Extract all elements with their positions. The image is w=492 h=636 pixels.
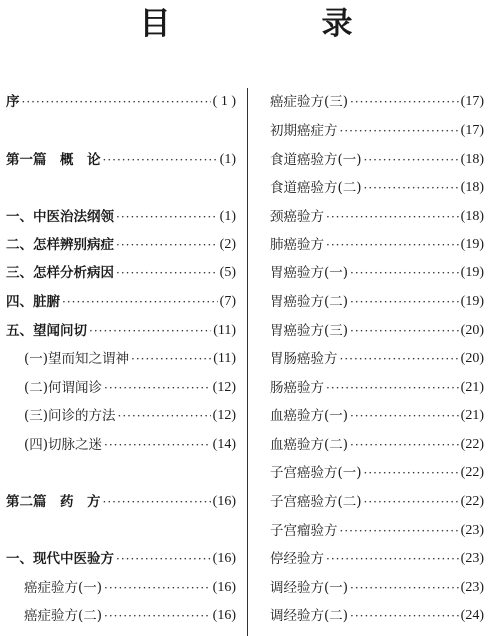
leader-dots	[89, 320, 211, 342]
toc-subentry[interactable]	[270, 605, 484, 627]
leader-dots	[326, 234, 459, 256]
toc-entry-page: (22)	[460, 437, 484, 452]
toc-entry-label: 五、望闻问切	[6, 323, 87, 339]
toc-subentry[interactable]	[270, 320, 484, 342]
leader-dots	[326, 377, 459, 399]
toc-entry-label: 序	[6, 94, 20, 110]
toc-entry-label: 四、脏腑	[6, 294, 60, 310]
toc-entry-part-2[interactable]	[6, 491, 236, 513]
leader-dots	[104, 605, 211, 627]
toc-entry-label: 子宫瘤验方	[270, 523, 338, 539]
toc-entry-label: 子宫癌验方(一)	[270, 465, 362, 481]
toc-entry-label: 食道癌验方(一)	[270, 152, 362, 168]
leader-dots	[350, 262, 459, 284]
leader-dots	[103, 491, 211, 513]
toc-entry-label: (三)问诊的方法	[24, 408, 116, 424]
leader-dots	[340, 120, 459, 142]
toc-entry-page: (23)	[460, 580, 484, 595]
toc-subentry[interactable]	[270, 577, 484, 599]
leader-dots	[326, 548, 459, 570]
toc-subentry[interactable]	[270, 491, 484, 513]
toc-entry-label: 癌症验方(一)	[24, 580, 103, 596]
toc-entry-label: 胃癌验方(三)	[270, 323, 349, 339]
leader-dots	[116, 262, 218, 284]
toc-entry-page: (21)	[460, 408, 484, 423]
leader-dots	[350, 405, 459, 427]
toc-subentry[interactable]	[270, 149, 484, 171]
toc-subentry[interactable]	[270, 405, 484, 427]
toc-entry-page: (17)	[460, 94, 484, 109]
toc-entry-page: (14)	[212, 437, 236, 452]
leader-dots	[350, 291, 459, 313]
toc-subentry[interactable]	[270, 548, 484, 570]
toc-entry-label: 颈癌验方	[270, 209, 324, 225]
leader-dots	[116, 548, 211, 570]
toc-entry-page: (7)	[219, 294, 236, 309]
toc-entry-page: (20)	[460, 351, 484, 366]
leader-dots	[116, 206, 218, 228]
toc-entry-label: 调经验方(二)	[270, 608, 349, 624]
toc-entry-label: 食道癌验方(二)	[270, 180, 362, 196]
leader-dots	[118, 405, 211, 427]
leader-dots	[364, 177, 459, 199]
toc-entry-label: 血癌验方(一)	[270, 408, 349, 424]
toc-entry-page: (16)	[212, 608, 236, 623]
toc-subentry[interactable]	[270, 91, 484, 113]
toc-subentry[interactable]	[270, 291, 484, 313]
toc-entry-page: (1)	[219, 209, 236, 224]
toc-entry-page: ( 1 )	[212, 94, 236, 109]
toc-subentry[interactable]	[24, 377, 236, 399]
leader-dots	[131, 348, 211, 370]
leader-dots	[364, 491, 459, 513]
toc-entry-label: (一)望而知之谓神	[24, 351, 130, 367]
leader-dots	[364, 149, 459, 171]
toc-subentry[interactable]	[270, 377, 484, 399]
toc-subentry[interactable]	[270, 262, 484, 284]
toc-entry[interactable]	[6, 291, 236, 313]
leader-dots	[116, 234, 218, 256]
toc-entry-page: (21)	[460, 380, 484, 395]
leader-dots	[22, 91, 211, 113]
leader-dots	[104, 377, 211, 399]
leader-dots	[350, 577, 459, 599]
toc-entry-label: 二、怎样辨别病症	[6, 237, 114, 253]
leader-dots	[350, 320, 459, 342]
toc-entry[interactable]	[6, 548, 236, 570]
toc-entry-page: (23)	[460, 523, 484, 538]
toc-entry-page: (11)	[213, 351, 236, 366]
leader-dots	[62, 291, 218, 313]
toc-entry-label: 肺癌验方	[270, 237, 324, 253]
page-title: 目 录	[139, 6, 413, 42]
toc-entry-label: 癌症验方(二)	[24, 608, 103, 624]
leader-dots	[104, 434, 211, 456]
toc-entry-page: (16)	[212, 494, 236, 509]
toc-entry-label: 一、中医治法纲领	[6, 209, 114, 225]
toc-entry-label: 第二篇 药 方	[6, 494, 101, 510]
toc-subentry[interactable]	[270, 120, 484, 142]
toc-entry-label: 停经验方	[270, 551, 324, 567]
toc-subentry[interactable]	[270, 434, 484, 456]
toc-subentry[interactable]	[24, 405, 236, 427]
toc-entry-page: (18)	[460, 209, 484, 224]
toc-entry-page: (12)	[212, 380, 236, 395]
toc-entry-label: 肠癌验方	[270, 380, 324, 396]
leader-dots	[104, 577, 211, 599]
toc-entry-label: 胃癌验方(一)	[270, 265, 349, 281]
toc-entry-label: 调经验方(一)	[270, 580, 349, 596]
toc-entry-label: 血癌验方(二)	[270, 437, 349, 453]
toc-entry-label: (二)何谓闻诊	[24, 380, 103, 396]
toc-entry-label: 胃肠癌验方	[270, 351, 338, 367]
toc-entry-page: (5)	[219, 265, 236, 280]
toc-entry-page: (16)	[212, 551, 236, 566]
toc-entry-page: (12)	[212, 408, 236, 423]
toc-entry-label: (四)切脉之迷	[24, 437, 103, 453]
toc-entry-page: (23)	[460, 551, 484, 566]
toc-entry-page: (11)	[213, 323, 236, 338]
toc-entry-part-1[interactable]	[6, 149, 236, 171]
column-divider	[247, 88, 248, 636]
toc-subentry[interactable]	[270, 177, 484, 199]
toc-entry[interactable]	[6, 320, 236, 342]
toc-entry-page: (20)	[460, 323, 484, 338]
toc-entry-page: (22)	[460, 465, 484, 480]
toc-subentry[interactable]	[270, 234, 484, 256]
toc-subentry[interactable]	[270, 520, 484, 542]
toc-entry-label: 第一篇 概 论	[6, 152, 101, 168]
toc-entry-page: (22)	[460, 494, 484, 509]
toc-entry-page: (19)	[460, 237, 484, 252]
toc-subentry[interactable]	[24, 605, 236, 627]
toc-subentry[interactable]	[24, 348, 236, 370]
leader-dots	[326, 206, 459, 228]
toc-entry-label: 三、怎样分析病因	[6, 265, 114, 281]
toc-subentry[interactable]	[270, 462, 484, 484]
leader-dots	[364, 462, 459, 484]
toc-entry-page: (1)	[219, 152, 236, 167]
toc-entry-preface[interactable]	[6, 91, 236, 113]
toc-entry-page: (18)	[460, 152, 484, 167]
toc-subentry[interactable]	[270, 206, 484, 228]
toc-entry-page: (2)	[219, 237, 236, 252]
toc-subentry[interactable]	[24, 577, 236, 599]
toc-entry-page: (19)	[460, 265, 484, 280]
leader-dots	[350, 91, 459, 113]
toc-subentry[interactable]	[270, 348, 484, 370]
toc-entry-page: (16)	[212, 580, 236, 595]
leader-dots	[340, 348, 459, 370]
toc-entry-label: 初期癌症方	[270, 123, 338, 139]
toc-entry-label: 胃癌验方(二)	[270, 294, 349, 310]
toc-entry[interactable]	[6, 262, 236, 284]
toc-entry-label: 子宫癌验方(二)	[270, 494, 362, 510]
toc-entry-label: 一、现代中医验方	[6, 551, 114, 567]
toc-entry-page: (19)	[460, 294, 484, 309]
toc-subentry[interactable]	[24, 434, 236, 456]
toc-entry[interactable]	[6, 206, 236, 228]
leader-dots	[350, 434, 459, 456]
toc-entry-page: (18)	[460, 180, 484, 195]
toc-entry-label: 癌症验方(三)	[270, 94, 349, 110]
leader-dots	[350, 605, 459, 627]
toc-entry[interactable]	[6, 234, 236, 256]
toc-entry-page: (24)	[460, 608, 484, 623]
leader-dots	[103, 149, 218, 171]
leader-dots	[340, 520, 459, 542]
toc-entry-page: (17)	[460, 123, 484, 138]
